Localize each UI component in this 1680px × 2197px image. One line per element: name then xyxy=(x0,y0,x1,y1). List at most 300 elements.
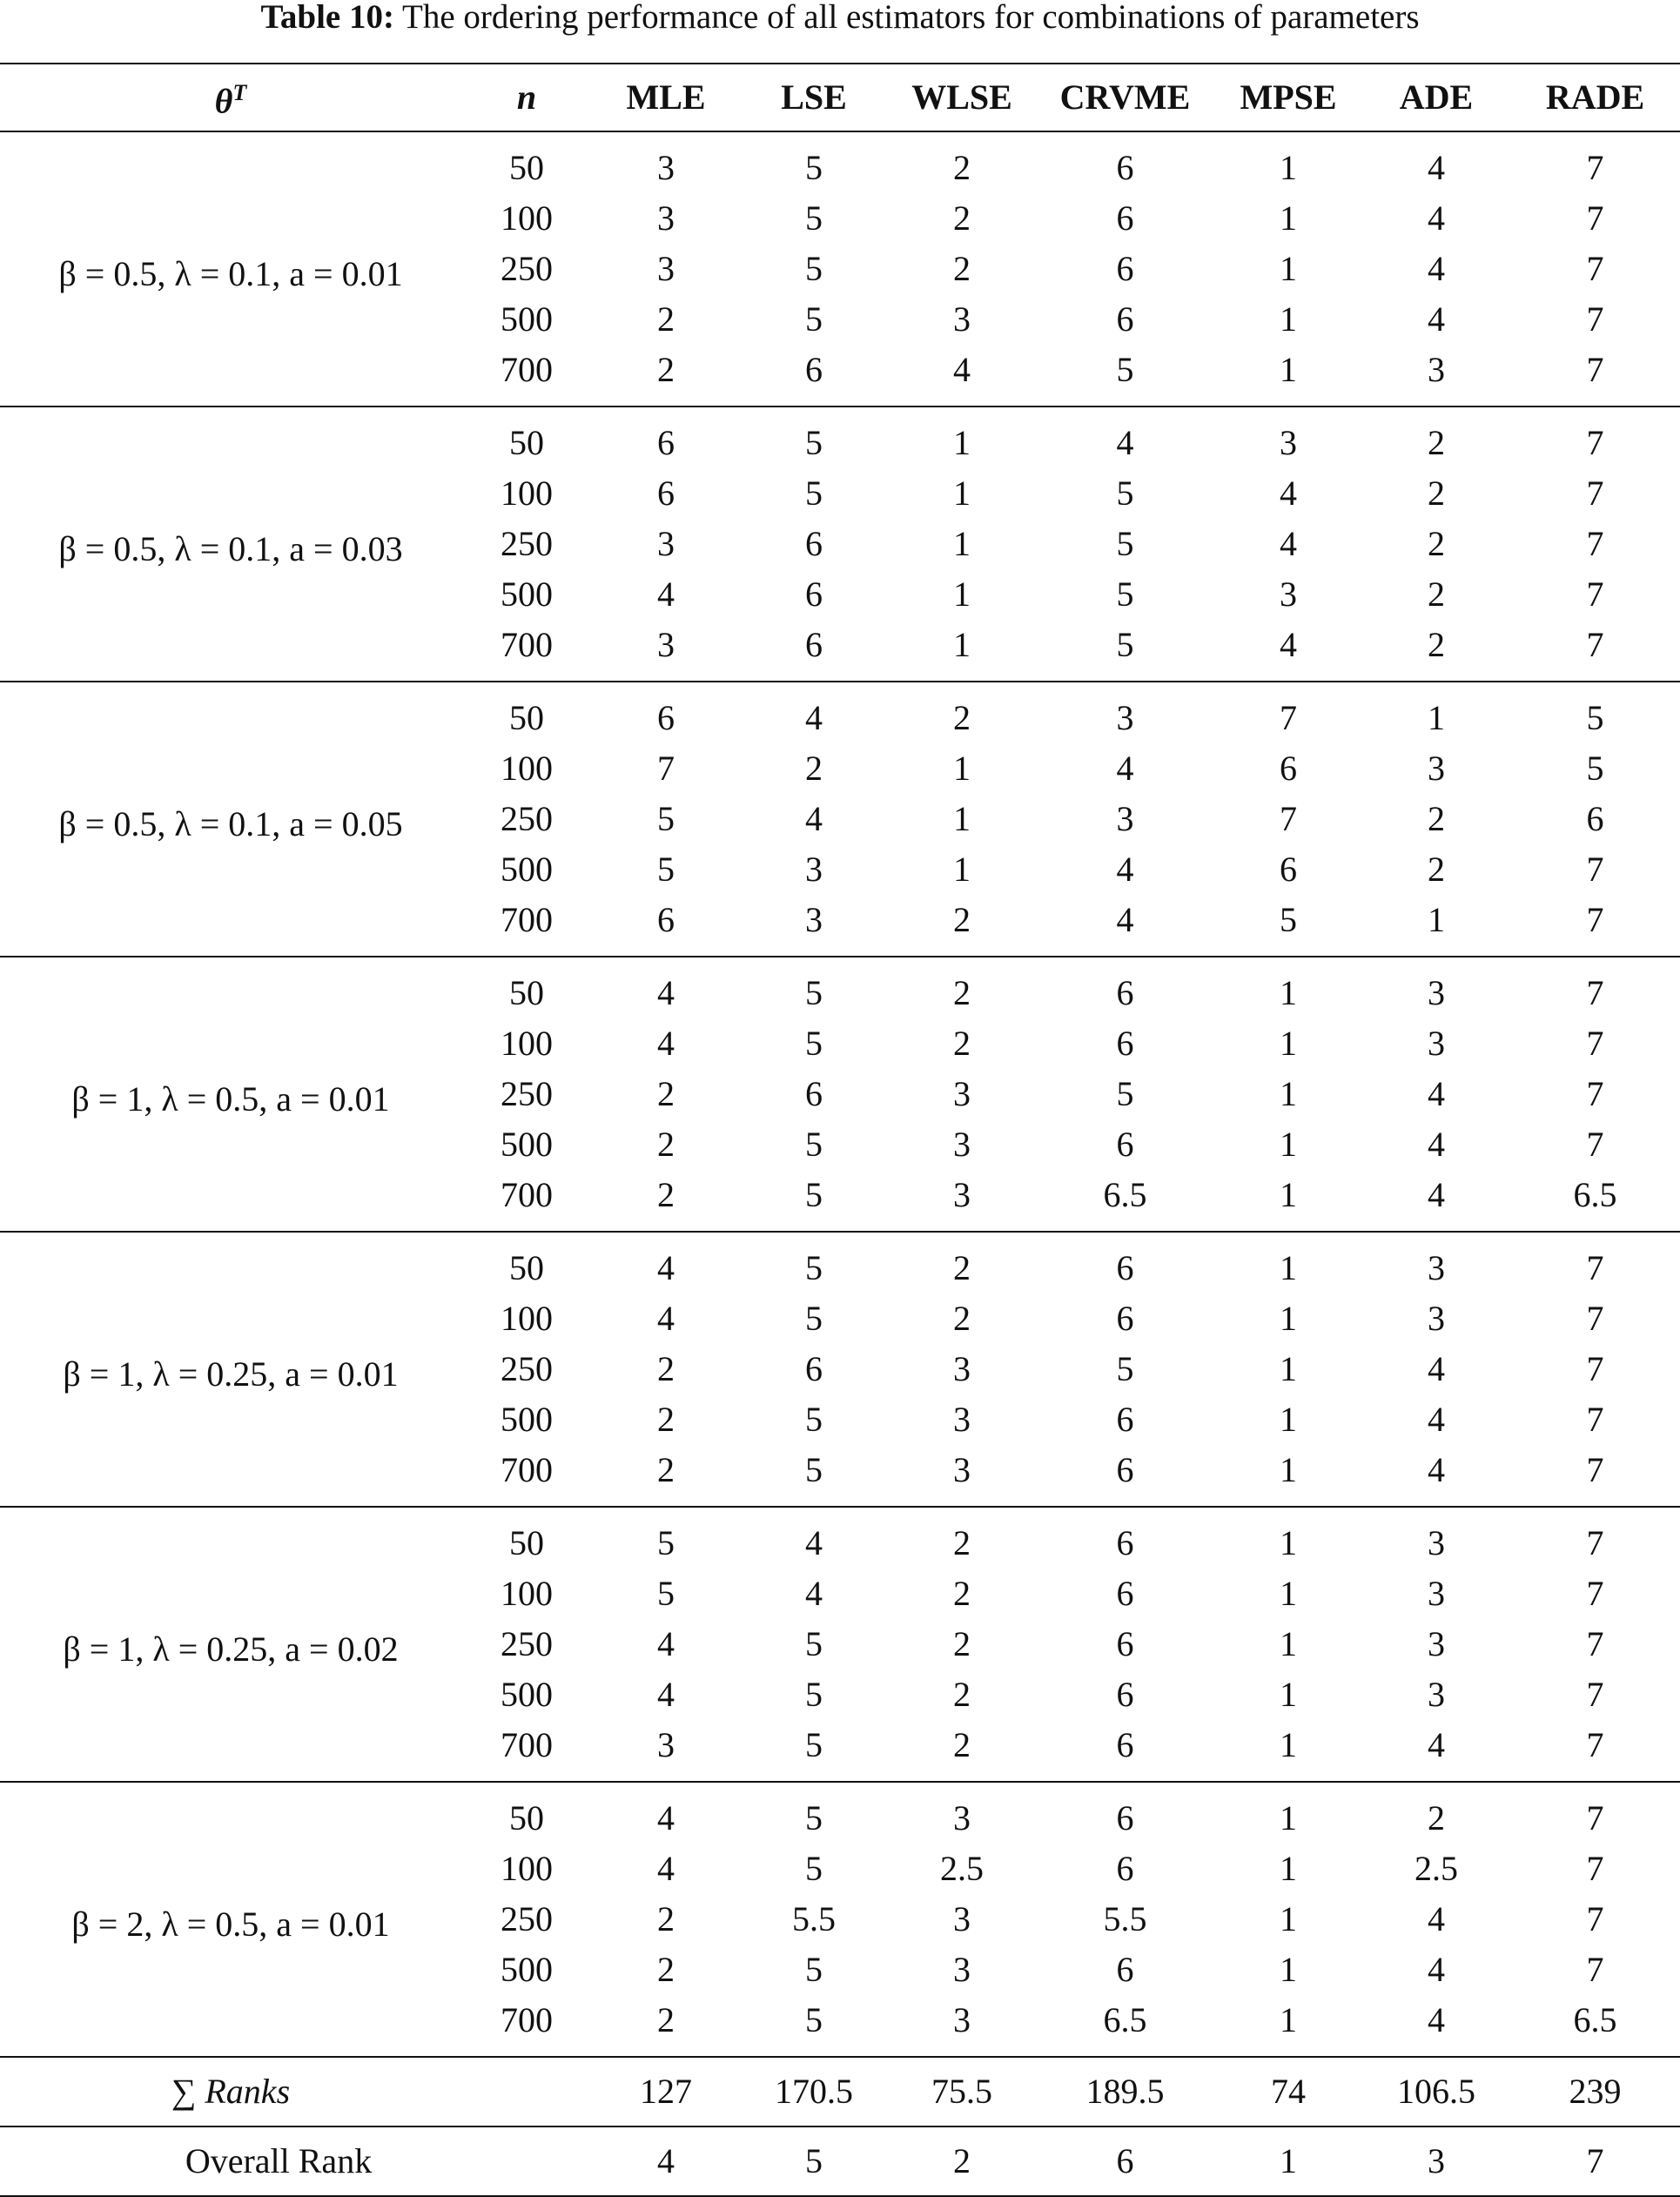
rank-cell: 6 xyxy=(1280,850,1297,889)
rank-cell: 4 xyxy=(657,1024,675,1063)
sum-ranks-n-empty xyxy=(461,2057,592,2126)
overall-rank-section xyxy=(0,2126,1680,2196)
rank-cell: 3 xyxy=(953,1950,971,1989)
rank-cell: 7 xyxy=(1586,1400,1604,1439)
rank-cell: 3 xyxy=(953,1349,971,1388)
rank-cell: 7 xyxy=(1280,698,1297,737)
rank-cell: 5 xyxy=(805,1400,823,1439)
rank-cell: 3 xyxy=(953,1125,971,1164)
header-crvme: CRVME xyxy=(1059,77,1191,117)
rank-cell: 6 xyxy=(1116,1675,1134,1714)
overall-rank-cell: 5 xyxy=(805,2141,823,2180)
rank-cell: 7 xyxy=(1586,850,1604,889)
sample-size-cell: 500 xyxy=(501,574,553,614)
rank-cell: 7 xyxy=(1586,249,1604,288)
rank-cell: 3 xyxy=(1428,749,1445,788)
rank-cell: 5 xyxy=(1586,749,1604,788)
rank-cell: 3 xyxy=(953,1175,971,1214)
rank-cell: 5 xyxy=(1116,625,1134,664)
sum-ranks-section xyxy=(0,2057,1680,2126)
rank-cell: 4 xyxy=(1280,524,1297,563)
header-theta: $\theta^T$ xyxy=(214,80,247,121)
sum-ranks-cell: 127 xyxy=(640,2072,692,2111)
rank-cell: 4 xyxy=(657,1248,675,1287)
rank-cell: 3 xyxy=(1428,1248,1445,1287)
rank-cell: 5 xyxy=(805,1248,823,1287)
rank-cell: 5 xyxy=(657,1523,675,1562)
rank-cell: 1 xyxy=(1280,249,1297,288)
rank-cell: 4 xyxy=(1280,474,1297,513)
overall-rank-label: Overall Rank xyxy=(185,2141,373,2180)
rank-cell: 6 xyxy=(805,350,823,389)
rank-cell: 3 xyxy=(657,249,675,288)
rank-cell: 7 xyxy=(1586,1725,1604,1764)
rank-cell: 2 xyxy=(953,698,971,737)
rank-cell: 2.5 xyxy=(940,1849,984,1888)
parameter-group xyxy=(0,1507,1680,1782)
rank-cell: 5 xyxy=(805,423,823,462)
rank-cell: 7 xyxy=(1586,1899,1604,1938)
rank-cell: 6 xyxy=(1116,1125,1134,1164)
rank-cell: 6 xyxy=(1116,1950,1134,1989)
sum-ranks-row xyxy=(0,2057,1680,2126)
rank-cell: 2 xyxy=(1428,524,1445,563)
rank-cell: 4 xyxy=(1428,2000,1445,2039)
rank-cell: 5 xyxy=(805,1175,823,1214)
rank-cell: 4 xyxy=(657,1849,675,1888)
header-mpse: MPSE xyxy=(1240,77,1337,117)
sample-size-cell: 50 xyxy=(509,1798,544,1838)
rank-cell: 4 xyxy=(805,799,823,838)
sum-ranks-cell: 106.5 xyxy=(1397,2072,1475,2111)
rank-cell: 2 xyxy=(953,249,971,288)
rank-cell: 1 xyxy=(1280,1849,1297,1888)
rank-cell: 7 xyxy=(1586,1523,1604,1562)
rank-cell: 2 xyxy=(657,1175,675,1214)
rank-cell: 4 xyxy=(1428,198,1445,238)
table-row xyxy=(0,131,1680,193)
rank-cell: 3 xyxy=(1428,1675,1445,1714)
rank-cell: 3 xyxy=(953,1899,971,1938)
sample-size-cell: 250 xyxy=(501,1624,553,1663)
rank-cell: 2 xyxy=(657,2000,675,2039)
header-lse: LSE xyxy=(781,77,847,117)
sample-size-cell: 700 xyxy=(501,625,553,664)
overall-rank-cell: 7 xyxy=(1586,2141,1604,2180)
rank-cell: 7 xyxy=(1586,1574,1604,1613)
rank-cell: 5 xyxy=(805,1624,823,1663)
sum-ranks-cell: 75.5 xyxy=(931,2072,992,2111)
rank-cell: 3 xyxy=(1428,350,1445,389)
rank-cell: 3 xyxy=(953,2000,971,2039)
rank-cell: 2 xyxy=(657,1349,675,1388)
rank-cell: 3 xyxy=(953,1074,971,1113)
rank-cell: 6.5 xyxy=(1103,2000,1147,2039)
rank-cell: 7 xyxy=(1586,1125,1604,1164)
rank-cell: 2 xyxy=(657,1074,675,1113)
sum-ranks-label: ∑ Ranks xyxy=(171,2072,291,2111)
rank-cell: 5 xyxy=(657,799,675,838)
sample-size-cell: 250 xyxy=(501,799,553,838)
rank-cell: 2 xyxy=(953,1574,971,1613)
rank-cell: 3 xyxy=(953,299,971,339)
rank-cell: 7 xyxy=(1586,1675,1604,1714)
rank-cell: 6 xyxy=(1116,198,1134,238)
rank-cell: 3 xyxy=(1280,574,1297,614)
sum-ranks-cell: 74 xyxy=(1271,2072,1306,2111)
sample-size-cell: 500 xyxy=(501,1950,553,1989)
rank-cell: 7 xyxy=(1586,524,1604,563)
rank-cell: 2 xyxy=(657,1899,675,1938)
rank-cell: 6 xyxy=(1116,1574,1134,1613)
rank-cell: 4 xyxy=(1116,423,1134,462)
rank-cell: 7 xyxy=(1586,350,1604,389)
parameter-combination: β = 2, λ = 0.5, a = 0.01 xyxy=(71,1905,390,1944)
header-wlse: WLSE xyxy=(911,77,1012,117)
rank-cell: 6 xyxy=(1116,249,1134,288)
header-row xyxy=(0,64,1680,131)
rank-cell: 4 xyxy=(1428,148,1445,187)
sample-size-cell: 100 xyxy=(501,474,553,513)
rank-cell: 4 xyxy=(1116,850,1134,889)
rank-cell: 5 xyxy=(805,1125,823,1164)
rank-cell: 7 xyxy=(1586,1074,1604,1113)
rank-cell: 1 xyxy=(1280,1125,1297,1164)
rank-cell: 4 xyxy=(1428,1074,1445,1113)
rank-cell: 2 xyxy=(657,1400,675,1439)
rank-cell: 7 xyxy=(1586,1450,1604,1489)
sample-size-cell: 250 xyxy=(501,524,553,563)
sample-size-cell: 500 xyxy=(501,1125,553,1164)
rank-cell: 3 xyxy=(657,148,675,187)
rank-cell: 2 xyxy=(1428,850,1445,889)
rank-cell: 2 xyxy=(953,1725,971,1764)
header-rade: RADE xyxy=(1545,77,1645,117)
sum-ranks-cell: 170.5 xyxy=(775,2072,853,2111)
sample-size-cell: 250 xyxy=(501,1899,553,1938)
rank-cell: 5 xyxy=(1116,474,1134,513)
rank-cell: 7 xyxy=(1586,299,1604,339)
sample-size-cell: 100 xyxy=(501,1574,553,1613)
overall-rank-cell: 6 xyxy=(1116,2141,1134,2180)
parameter-combination: β = 0.5, λ = 0.1, a = 0.05 xyxy=(58,804,403,843)
rank-cell: 4 xyxy=(1428,1725,1445,1764)
rank-cell: 7 xyxy=(1586,1798,1604,1838)
rank-cell: 6 xyxy=(657,474,675,513)
rank-cell: 7 xyxy=(1586,1849,1604,1888)
rank-cell: 3 xyxy=(1116,698,1134,737)
sample-size-cell: 50 xyxy=(509,423,544,462)
header-ade: ADE xyxy=(1399,77,1474,117)
rank-cell: 6 xyxy=(805,625,823,664)
parameter-combination: β = 1, λ = 0.5, a = 0.01 xyxy=(71,1079,390,1119)
rank-cell: 3 xyxy=(657,198,675,238)
table-row xyxy=(0,1782,1680,1844)
rank-cell: 4 xyxy=(805,1574,823,1613)
ranking-table xyxy=(0,63,1680,2197)
rank-cell: 7 xyxy=(1586,574,1604,614)
rank-cell: 1 xyxy=(1280,1248,1297,1287)
rank-cell: 6 xyxy=(1116,148,1134,187)
table-caption xyxy=(0,0,1680,35)
rank-cell: 2 xyxy=(1428,423,1445,462)
sample-size-cell: 50 xyxy=(509,698,544,737)
parameter-group xyxy=(0,406,1680,682)
sample-size-cell: 700 xyxy=(501,350,553,389)
rank-cell: 5 xyxy=(805,973,823,1012)
rank-cell: 6 xyxy=(1116,1523,1134,1562)
rank-cell: 4 xyxy=(953,350,971,389)
sample-size-cell: 500 xyxy=(501,1675,553,1714)
rank-cell: 5.5 xyxy=(1103,1899,1147,1938)
rank-cell: 6 xyxy=(1116,1248,1134,1287)
rank-cell: 1 xyxy=(1280,973,1297,1012)
parameter-combination: β = 1, λ = 0.25, a = 0.02 xyxy=(63,1629,399,1669)
rank-cell: 5 xyxy=(805,2000,823,2039)
rank-cell: 4 xyxy=(1428,249,1445,288)
sum-ranks-cell: 189.5 xyxy=(1085,2072,1165,2111)
rank-cell: 4 xyxy=(1116,900,1134,939)
rank-cell: 1 xyxy=(1280,1349,1297,1388)
rank-cell: 1 xyxy=(953,524,971,563)
rank-cell: 7 xyxy=(1280,799,1297,838)
rank-cell: 3 xyxy=(1428,1523,1445,1562)
rank-cell: 5 xyxy=(1116,524,1134,563)
rank-cell: 5 xyxy=(805,1798,823,1838)
rank-cell: 6 xyxy=(657,900,675,939)
rank-cell: 4 xyxy=(657,574,675,614)
rank-cell: 6.5 xyxy=(1573,1175,1617,1214)
rank-cell: 3 xyxy=(953,1798,971,1838)
rank-cell: 2 xyxy=(953,1299,971,1338)
rank-cell: 5 xyxy=(805,299,823,339)
overall-rank-cell: 1 xyxy=(1280,2141,1297,2180)
rank-cell: 3 xyxy=(1428,1024,1445,1063)
overall-rank-cell: 4 xyxy=(657,2141,675,2180)
rank-cell: 2 xyxy=(953,1675,971,1714)
sample-size-cell: 500 xyxy=(501,850,553,889)
sample-size-cell: 700 xyxy=(501,1450,553,1489)
parameter-group xyxy=(0,1782,1680,2057)
rank-cell: 7 xyxy=(657,749,675,788)
rank-cell: 1 xyxy=(1280,1798,1297,1838)
rank-cell: 5 xyxy=(1280,900,1297,939)
rank-cell: 3 xyxy=(1280,423,1297,462)
rank-cell: 4 xyxy=(1116,749,1134,788)
rank-cell: 5 xyxy=(1116,1349,1134,1388)
header-n: n xyxy=(516,77,537,117)
rank-cell: 4 xyxy=(657,1798,675,1838)
rank-cell: 7 xyxy=(1586,198,1604,238)
sample-size-cell: 700 xyxy=(501,2000,553,2039)
rank-cell: 6 xyxy=(1116,299,1134,339)
rank-cell: 1 xyxy=(1280,2000,1297,2039)
rank-cell: 3 xyxy=(805,900,823,939)
rank-cell: 5 xyxy=(805,148,823,187)
rank-cell: 6 xyxy=(1116,1849,1134,1888)
table-row xyxy=(0,1507,1680,1569)
rank-cell: 6.5 xyxy=(1103,1175,1147,1214)
rank-cell: 2 xyxy=(657,299,675,339)
parameter-combination: β = 0.5, λ = 0.1, a = 0.03 xyxy=(58,529,403,568)
rank-cell: 6 xyxy=(1116,1450,1134,1489)
rank-cell: 1 xyxy=(1280,198,1297,238)
sample-size-cell: 700 xyxy=(501,1725,553,1764)
rank-cell: 7 xyxy=(1586,148,1604,187)
rank-cell: 3 xyxy=(953,1400,971,1439)
rank-cell: 1 xyxy=(953,799,971,838)
rank-cell: 3 xyxy=(1428,1299,1445,1338)
rank-cell: 4 xyxy=(805,698,823,737)
rank-cell: 6 xyxy=(1280,749,1297,788)
rank-cell: 5 xyxy=(805,1024,823,1063)
rank-cell: 7 xyxy=(1586,1950,1604,1989)
rank-cell: 4 xyxy=(805,1523,823,1562)
rank-cell: 1 xyxy=(953,625,971,664)
rank-cell: 1 xyxy=(1280,1574,1297,1613)
rank-cell: 7 xyxy=(1586,423,1604,462)
rank-cell: 5 xyxy=(805,1950,823,1989)
sample-size-cell: 500 xyxy=(501,299,553,339)
rank-cell: 2.5 xyxy=(1415,1849,1458,1888)
rank-cell: 1 xyxy=(1280,1950,1297,1989)
rank-cell: 1 xyxy=(1280,1523,1297,1562)
rank-cell: 5 xyxy=(1116,574,1134,614)
rank-cell: 7 xyxy=(1586,474,1604,513)
rank-cell: 1 xyxy=(953,423,971,462)
rank-cell: 2 xyxy=(657,1125,675,1164)
rank-cell: 1 xyxy=(953,850,971,889)
rank-cell: 5 xyxy=(805,1725,823,1764)
parameter-group xyxy=(0,131,1680,406)
table-row xyxy=(0,406,1680,468)
rank-cell: 6 xyxy=(1586,799,1604,838)
overall-rank-cell: 2 xyxy=(953,2141,971,2180)
table-row xyxy=(0,682,1680,743)
rank-cell: 1 xyxy=(1280,148,1297,187)
rank-cell: 3 xyxy=(1428,1624,1445,1663)
rank-cell: 4 xyxy=(1280,625,1297,664)
rank-cell: 2 xyxy=(953,1024,971,1063)
rank-cell: 7 xyxy=(1586,1624,1604,1663)
rank-cell: 4 xyxy=(1428,1125,1445,1164)
rank-cell: 3 xyxy=(805,850,823,889)
rank-cell: 2 xyxy=(953,148,971,187)
rank-cell: 2 xyxy=(1428,1798,1445,1838)
rank-cell: 5 xyxy=(805,474,823,513)
header-mle: MLE xyxy=(626,77,706,117)
rank-cell: 5 xyxy=(657,1574,675,1613)
rank-cell: 7 xyxy=(1586,1299,1604,1338)
rank-cell: 6 xyxy=(1116,1299,1134,1338)
rank-cell: 6 xyxy=(805,1349,823,1388)
rank-cell: 6 xyxy=(657,423,675,462)
rank-cell: 2 xyxy=(953,1248,971,1287)
rank-cell: 6 xyxy=(805,574,823,614)
rank-cell: 5 xyxy=(657,850,675,889)
rank-cell: 6 xyxy=(805,524,823,563)
rank-cell: 5 xyxy=(805,1675,823,1714)
rank-cell: 2 xyxy=(953,198,971,238)
sample-size-cell: 50 xyxy=(509,1248,544,1287)
rank-cell: 6 xyxy=(1116,1024,1134,1063)
rank-cell: 5 xyxy=(805,1849,823,1888)
sample-size-cell: 100 xyxy=(501,1299,553,1338)
parameter-group xyxy=(0,957,1680,1232)
rank-cell: 2 xyxy=(657,350,675,389)
parameter-combination: β = 1, λ = 0.25, a = 0.01 xyxy=(63,1354,399,1394)
overall-rank-row xyxy=(0,2126,1680,2196)
rank-cell: 3 xyxy=(657,625,675,664)
rank-cell: 1 xyxy=(1280,1299,1297,1338)
sample-size-cell: 250 xyxy=(501,1074,553,1113)
rank-cell: 2 xyxy=(657,1950,675,1989)
sample-size-cell: 700 xyxy=(501,1175,553,1214)
overall-rank-n-empty xyxy=(461,2126,592,2196)
rank-cell: 4 xyxy=(1428,1175,1445,1214)
rank-cell: 1 xyxy=(1280,299,1297,339)
rank-cell: 5 xyxy=(1116,1074,1134,1113)
rank-cell: 3 xyxy=(953,1450,971,1489)
rank-cell: 1 xyxy=(1428,698,1445,737)
rank-cell: 2 xyxy=(657,1450,675,1489)
sum-ranks-cell: 239 xyxy=(1569,2072,1622,2111)
rank-cell: 5 xyxy=(805,1450,823,1489)
rank-cell: 2 xyxy=(1428,799,1445,838)
rank-cell: 4 xyxy=(657,1675,675,1714)
rank-cell: 4 xyxy=(1428,1950,1445,1989)
rank-cell: 3 xyxy=(1428,973,1445,1012)
parameter-group xyxy=(0,682,1680,957)
caption-label: Table 10: xyxy=(260,0,394,36)
rank-cell: 6.5 xyxy=(1573,2000,1617,2039)
rank-cell: 3 xyxy=(1428,1574,1445,1613)
rank-cell: 4 xyxy=(657,973,675,1012)
rank-cell: 4 xyxy=(1428,1400,1445,1439)
rank-cell: 4 xyxy=(1428,1899,1445,1938)
overall-rank-cell: 3 xyxy=(1428,2141,1445,2180)
sample-size-cell: 50 xyxy=(509,148,544,187)
rank-cell: 1 xyxy=(1280,1024,1297,1063)
sample-size-cell: 250 xyxy=(501,1349,553,1388)
rank-cell: 1 xyxy=(953,574,971,614)
rank-cell: 7 xyxy=(1586,625,1604,664)
rank-cell: 6 xyxy=(1116,973,1134,1012)
sample-size-cell: 100 xyxy=(501,1849,553,1888)
sample-size-cell: 50 xyxy=(509,1523,544,1562)
rank-cell: 1 xyxy=(1280,1175,1297,1214)
rank-cell: 4 xyxy=(657,1299,675,1338)
rank-cell: 1 xyxy=(1280,1450,1297,1489)
rank-cell: 3 xyxy=(1116,799,1134,838)
sample-size-cell: 100 xyxy=(501,1024,553,1063)
rank-cell: 1 xyxy=(1280,350,1297,389)
caption-text: The ordering performance of all estimators for combinations of parameters xyxy=(402,0,1420,36)
sample-size-cell: 100 xyxy=(501,749,553,788)
rank-cell: 4 xyxy=(1428,299,1445,339)
rank-cell: 7 xyxy=(1586,1349,1604,1388)
rank-cell: 2 xyxy=(1428,574,1445,614)
rank-cell: 1 xyxy=(1280,1624,1297,1663)
rank-cell: 6 xyxy=(805,1074,823,1113)
sample-size-cell: 100 xyxy=(501,198,553,238)
rank-cell: 6 xyxy=(1116,1798,1134,1838)
rank-cell: 5 xyxy=(1116,350,1134,389)
rank-cell: 2 xyxy=(1428,625,1445,664)
rank-cell: 5 xyxy=(805,198,823,238)
rank-cell: 7 xyxy=(1586,1248,1604,1287)
rank-cell: 6 xyxy=(1116,1624,1134,1663)
